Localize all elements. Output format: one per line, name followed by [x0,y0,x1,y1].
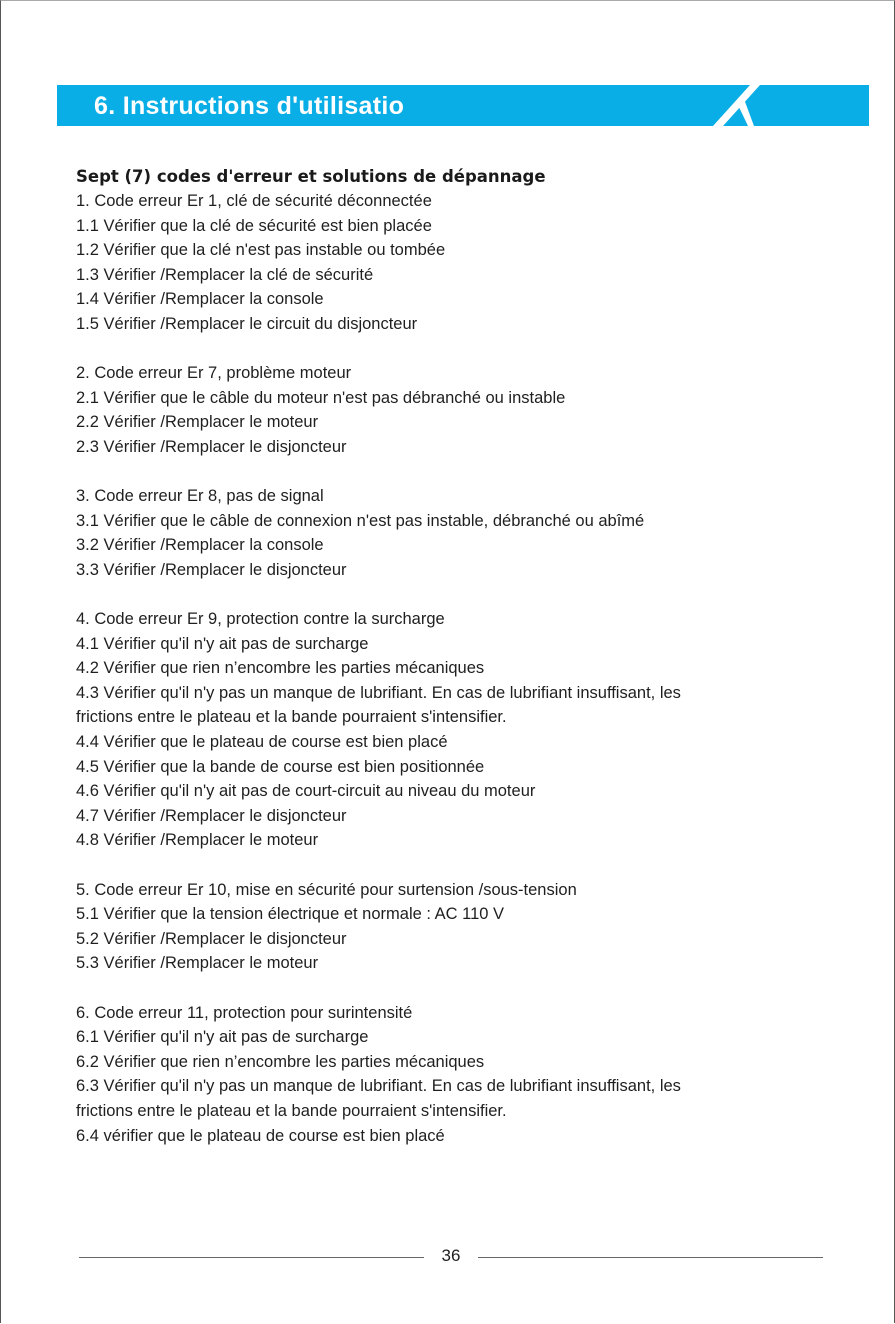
error-code-block-3 [76,484,856,582]
instruction-line: 4.7 Vérifier /Remplacer le disjoncteur [76,806,347,825]
instruction-line: 5.1 Vérifier que la tension électrique et normale : AC 110 V [76,905,505,924]
error-code-block-1 [76,189,856,337]
section-header-bar [57,85,869,126]
instruction-line: 6.3 Vérifier qu'il n'y pas un manque de lubrifiant. En cas de lubrifiant insuffisant, les [76,1077,681,1096]
instruction-line: 5.3 Vérifier /Remplacer le moteur [76,954,319,973]
instruction-line: 4.8 Vérifier /Remplacer le moteur [76,831,319,850]
error-code-block-2 [76,361,856,459]
error-code-block-6 [76,1001,856,1149]
instruction-line: 4.4 Vérifier que le plateau de course est bien placé [76,733,448,752]
instruction-line: 5.2 Vérifier /Remplacer le disjoncteur [76,929,347,948]
page-title: 6. Instructions d'utilisatio [94,92,405,120]
instruction-line: 1.4 Vérifier /Remplacer la console [76,290,324,309]
instruction-line: 4.5 Vérifier que la bande de course est bien positionnée [76,757,485,776]
footer-rule-left [79,1257,424,1258]
instruction-line: 1.1 Vérifier que la clé de sécurité est bien placée [76,216,432,235]
section-heading: Sept (7) codes d'erreur et solutions de dépannage [76,167,546,186]
troubleshooting-content [76,165,856,1173]
instruction-line: 2.3 Vérifier /Remplacer le disjoncteur [76,437,347,456]
instruction-line: 4.6 Vérifier qu'il n'y ait pas de court-circuit au niveau du moteur [76,782,536,801]
instruction-line: 4.3 Vérifier qu'il n'y pas un manque de lubrifiant. En cas de lubrifiant insuffisant, les [76,683,681,702]
instruction-line: 1.5 Vérifier /Remplacer le circuit du disjoncteur [76,314,418,333]
instruction-line: 1.2 Vérifier que la clé n'est pas instable ou tombée [76,241,446,260]
instruction-line: 2. Code erreur Er 7, problème moteur [76,364,352,383]
footer-rule-right [478,1257,823,1258]
slash-mark-icon [712,85,782,126]
page-number: 36 [441,1246,461,1265]
instruction-line: 5. Code erreur Er 10, mise en sécurité pour surtension /sous-tension [76,880,577,899]
instruction-line: 4. Code erreur Er 9, protection contre la surcharge [76,610,445,629]
instruction-line: 3. Code erreur Er 8, pas de signal [76,487,324,506]
instruction-line: 6. Code erreur 11, protection pour surintensité [76,1003,413,1022]
instruction-line: 4.2 Vérifier que rien n’encombre les parties mécaniques [76,659,485,678]
instruction-line: 6.1 Vérifier qu'il n'y ait pas de surcharge [76,1028,369,1047]
instruction-line: 1. Code erreur Er 1, clé de sécurité déconnectée [76,192,432,210]
instruction-line: 2.1 Vérifier que le câble du moteur n'est pas débranché ou instable [76,388,566,407]
instruction-line: 3.1 Vérifier que le câble de connexion n'est pas instable, débranché ou abîmé [76,511,645,530]
instruction-line: 1.3 Vérifier /Remplacer la clé de sécurité [76,265,374,284]
instruction-line: 6.2 Vérifier que rien n’encombre les parties mécaniques [76,1052,485,1071]
instruction-line: 6.4 vérifier que le plateau de course est bien placé [76,1126,445,1145]
error-code-block-4 [76,607,856,853]
instruction-line: 3.3 Vérifier /Remplacer le disjoncteur [76,560,347,579]
error-code-block-5 [76,878,856,976]
instruction-line: 4.1 Vérifier qu'il n'y ait pas de surcharge [76,634,369,653]
instruction-line: frictions entre le plateau et la bande pourraient s'intensifier. [76,1101,507,1120]
instruction-line: 3.2 Vérifier /Remplacer la console [76,536,324,555]
instruction-line: frictions entre le plateau et la bande pourraient s'intensifier. [76,708,507,727]
instruction-line: 2.2 Vérifier /Remplacer le moteur [76,413,319,432]
